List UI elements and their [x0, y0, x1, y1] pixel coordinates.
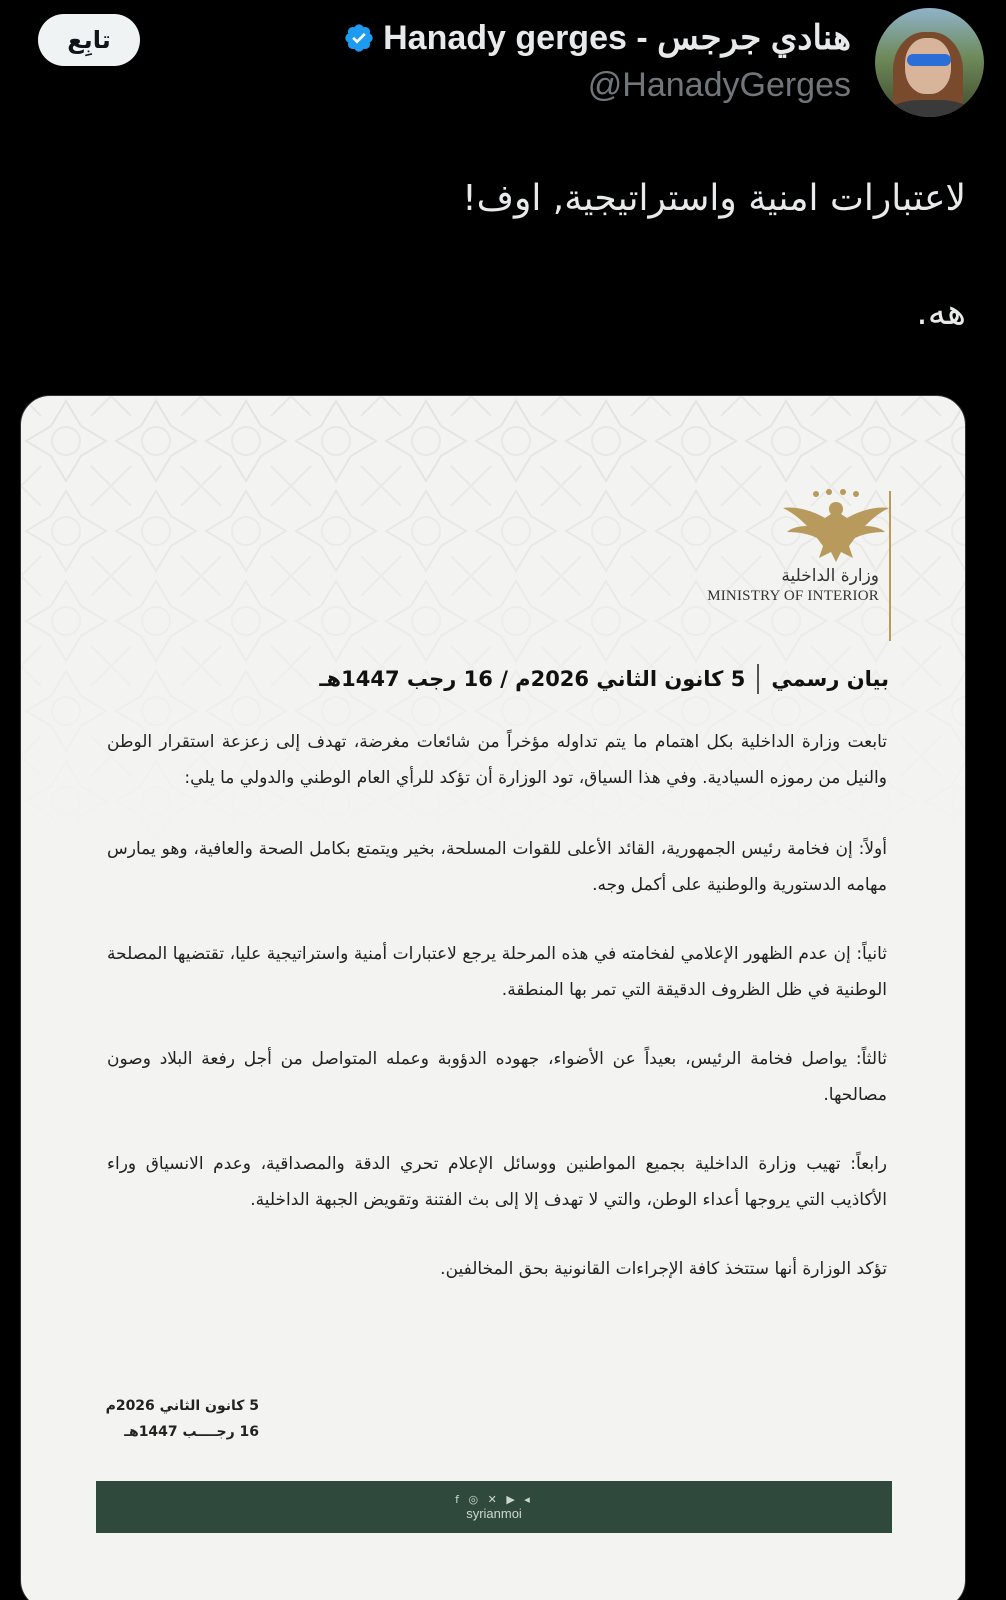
verified-badge-icon [343, 22, 375, 54]
ministry-name-arabic: وزارة الداخلية [781, 566, 879, 586]
follow-button[interactable]: تابِع [38, 14, 140, 66]
tweet-text-line-2: هه. [916, 292, 966, 333]
tweet-text-line-1: لاعتبارات امنية واستراتيجية, اوف! [462, 178, 966, 219]
tweet-media-image[interactable] [20, 395, 966, 1600]
author-display-name[interactable]: Hanady gerges - هنادي جرجس [383, 19, 851, 57]
statement-paragraph: ثالثاً: يواصل فخامة الرئيس، بعيداً عن الأضواء، جهوده الدؤوبة وعمله المتواصل من أجل رفعة البلاد وصون مصالحها. [107, 1049, 887, 1105]
document-footer-bar [96, 1481, 892, 1533]
author-handle[interactable]: @HanadyGerges [587, 66, 851, 104]
footer-handle: syrianmoi [466, 1506, 522, 1521]
logo-divider [889, 491, 891, 641]
signature-date-gregorian: 5 كانون الثاني 2026م [105, 1398, 259, 1414]
statement-paragraph: تؤكد الوزارة أنها ستتخذ كافة الإجراءات القانونية بحق المخالفين. [440, 1259, 887, 1279]
signature-date-hijri: 16 رجــــب 1447هـ [124, 1424, 259, 1440]
statement-paragraph: ثانياً: إن عدم الظهور الإعلامي لفخامته في هذه المرحلة يرجع لاعتبارات أمنية واستراتيجية عليا، تقتضيها المصلحة الوطنية في ظل الظروف الدقيقة التي تمر بها المنطقة. [107, 944, 887, 1000]
ministry-statement-document [21, 396, 966, 1600]
statement-title: بيان رسمي [771, 667, 889, 691]
statement-date: 5 كانون الثاني 2026م / 16 رجب 1447هـ [319, 667, 746, 691]
author-name-row[interactable] [343, 18, 851, 58]
ministry-name-english: MINISTRY OF INTERIOR [707, 588, 879, 604]
statement-paragraph: تابعت وزارة الداخلية بكل اهتمام ما يتم تداوله مؤخراً من شائعات مغرضة، تهدف إلى زعزعة استقرار الوطن والنيل من رموزه السيادية. وفي هذا السياق، تود الوزارة أن تؤكد للرأي العام الوطني والدولي ما يلي: [107, 732, 887, 788]
social-icons: f ◎ ✕ ▶ ◂ [455, 1493, 533, 1506]
eagle-emblem-icon [781, 488, 891, 563]
statement-paragraph: أولاً: إن فخامة رئيس الجمهورية، القائد الأعلى للقوات المسلحة، بخير ويتمتع بكامل الصحة والعافية، وهو يمارس مهامه الدستورية والوطنية على أكمل وجه. [107, 839, 887, 895]
statement-heading [319, 664, 889, 694]
avatar[interactable] [875, 8, 984, 117]
tweet-header [0, 0, 1006, 130]
heading-separator [757, 664, 759, 694]
statement-paragraph: رابعاً: تهيب وزارة الداخلية بجميع المواطنين ووسائل الإعلام تحري الدقة والمصداقية، وعدم الانسياق وراء الأكاذيب التي يروجها أعداء الوطن، والتي لا تهدف إلا إلى بث الفتنة وتقويض الجبهة الداخلية. [107, 1154, 887, 1210]
